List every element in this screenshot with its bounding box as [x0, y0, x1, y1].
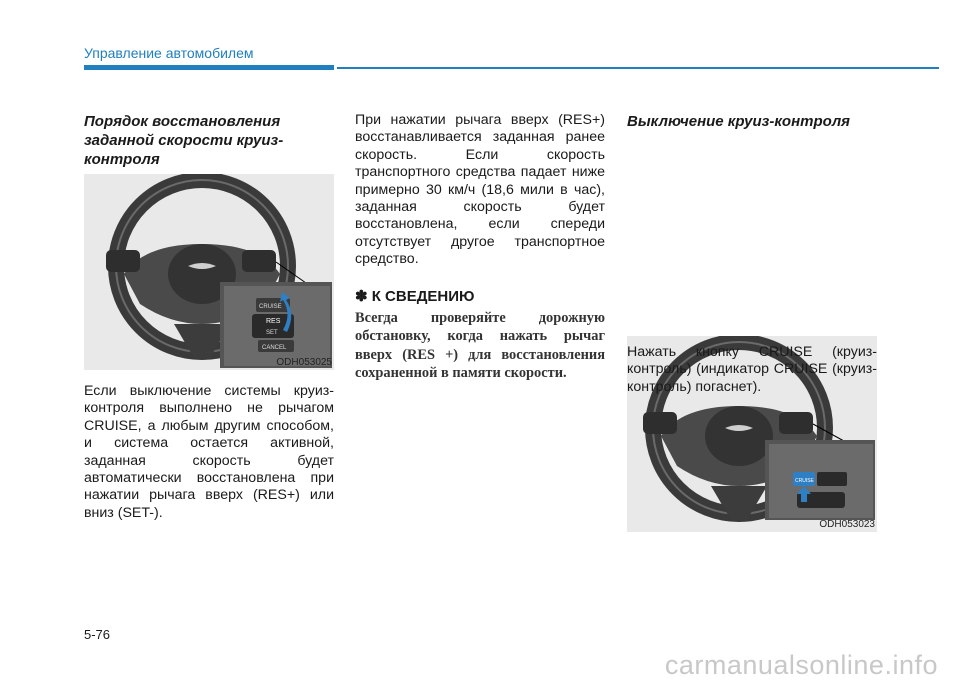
- header-rule-thin: [337, 67, 939, 69]
- column-1-text: [84, 383, 334, 522]
- column-3-text: [627, 344, 877, 396]
- page-number: 5-76: [84, 627, 111, 642]
- res-label: RES: [266, 318, 281, 325]
- set-label: SET: [266, 330, 278, 336]
- column-1: [84, 112, 334, 169]
- res-paragraph: При нажатии рычага вверх (RES+) восстанавливается заданная ранее скорость. Если скорость транспортного средства падает ниже примерно 30 км/ч (18,6 мили в час), заданная скорость будет восстановлена, если спереди отсутствует другое транспортное средство.: [355, 112, 605, 268]
- header-rule-thick: [84, 65, 334, 70]
- resume-speed-heading: Порядок восстановления заданной скорости круиз-контроля: [84, 113, 284, 168]
- cruise-label: CRUISE: [259, 304, 282, 310]
- figure-code: ODH053025: [276, 357, 332, 368]
- cruise-off-paragraph: Нажать кнопку CRUISE (круиз-контроль) (индикатор CRUISE (круиз-контроль) погаснет).: [627, 344, 877, 395]
- figure-code: ODH053023: [819, 519, 875, 530]
- cancel-label: CANCEL: [262, 345, 287, 351]
- column-2: [355, 112, 605, 383]
- note-title: ✽ К СВЕДЕНИЮ: [355, 287, 475, 305]
- cruise-off-heading: Выключение круиз-контроля: [627, 113, 850, 130]
- steering-wheel-illustration: [84, 174, 334, 370]
- cruise-label: CRUISE: [795, 478, 814, 484]
- section-title: Управление автомобилем: [84, 45, 254, 61]
- note-body: Всегда проверяйте дорожную обстановку, когда нажать рычаг вверх (RES +) для восстановления сохраненной в памяти скорости.: [355, 309, 605, 382]
- watermark: carmanualsonline.info: [664, 650, 938, 680]
- resume-paragraph: Если выключение системы круиз-контроля выполнено не рычагом CRUISE, а любым другим способом, и система остается активной, заданная скорость будет автоматически восстановлена при нажатии рычага вверх (RES+) или вниз (SET-).: [84, 383, 334, 521]
- steering-wheel-figure-res: [84, 174, 334, 370]
- column-3: [627, 112, 877, 131]
